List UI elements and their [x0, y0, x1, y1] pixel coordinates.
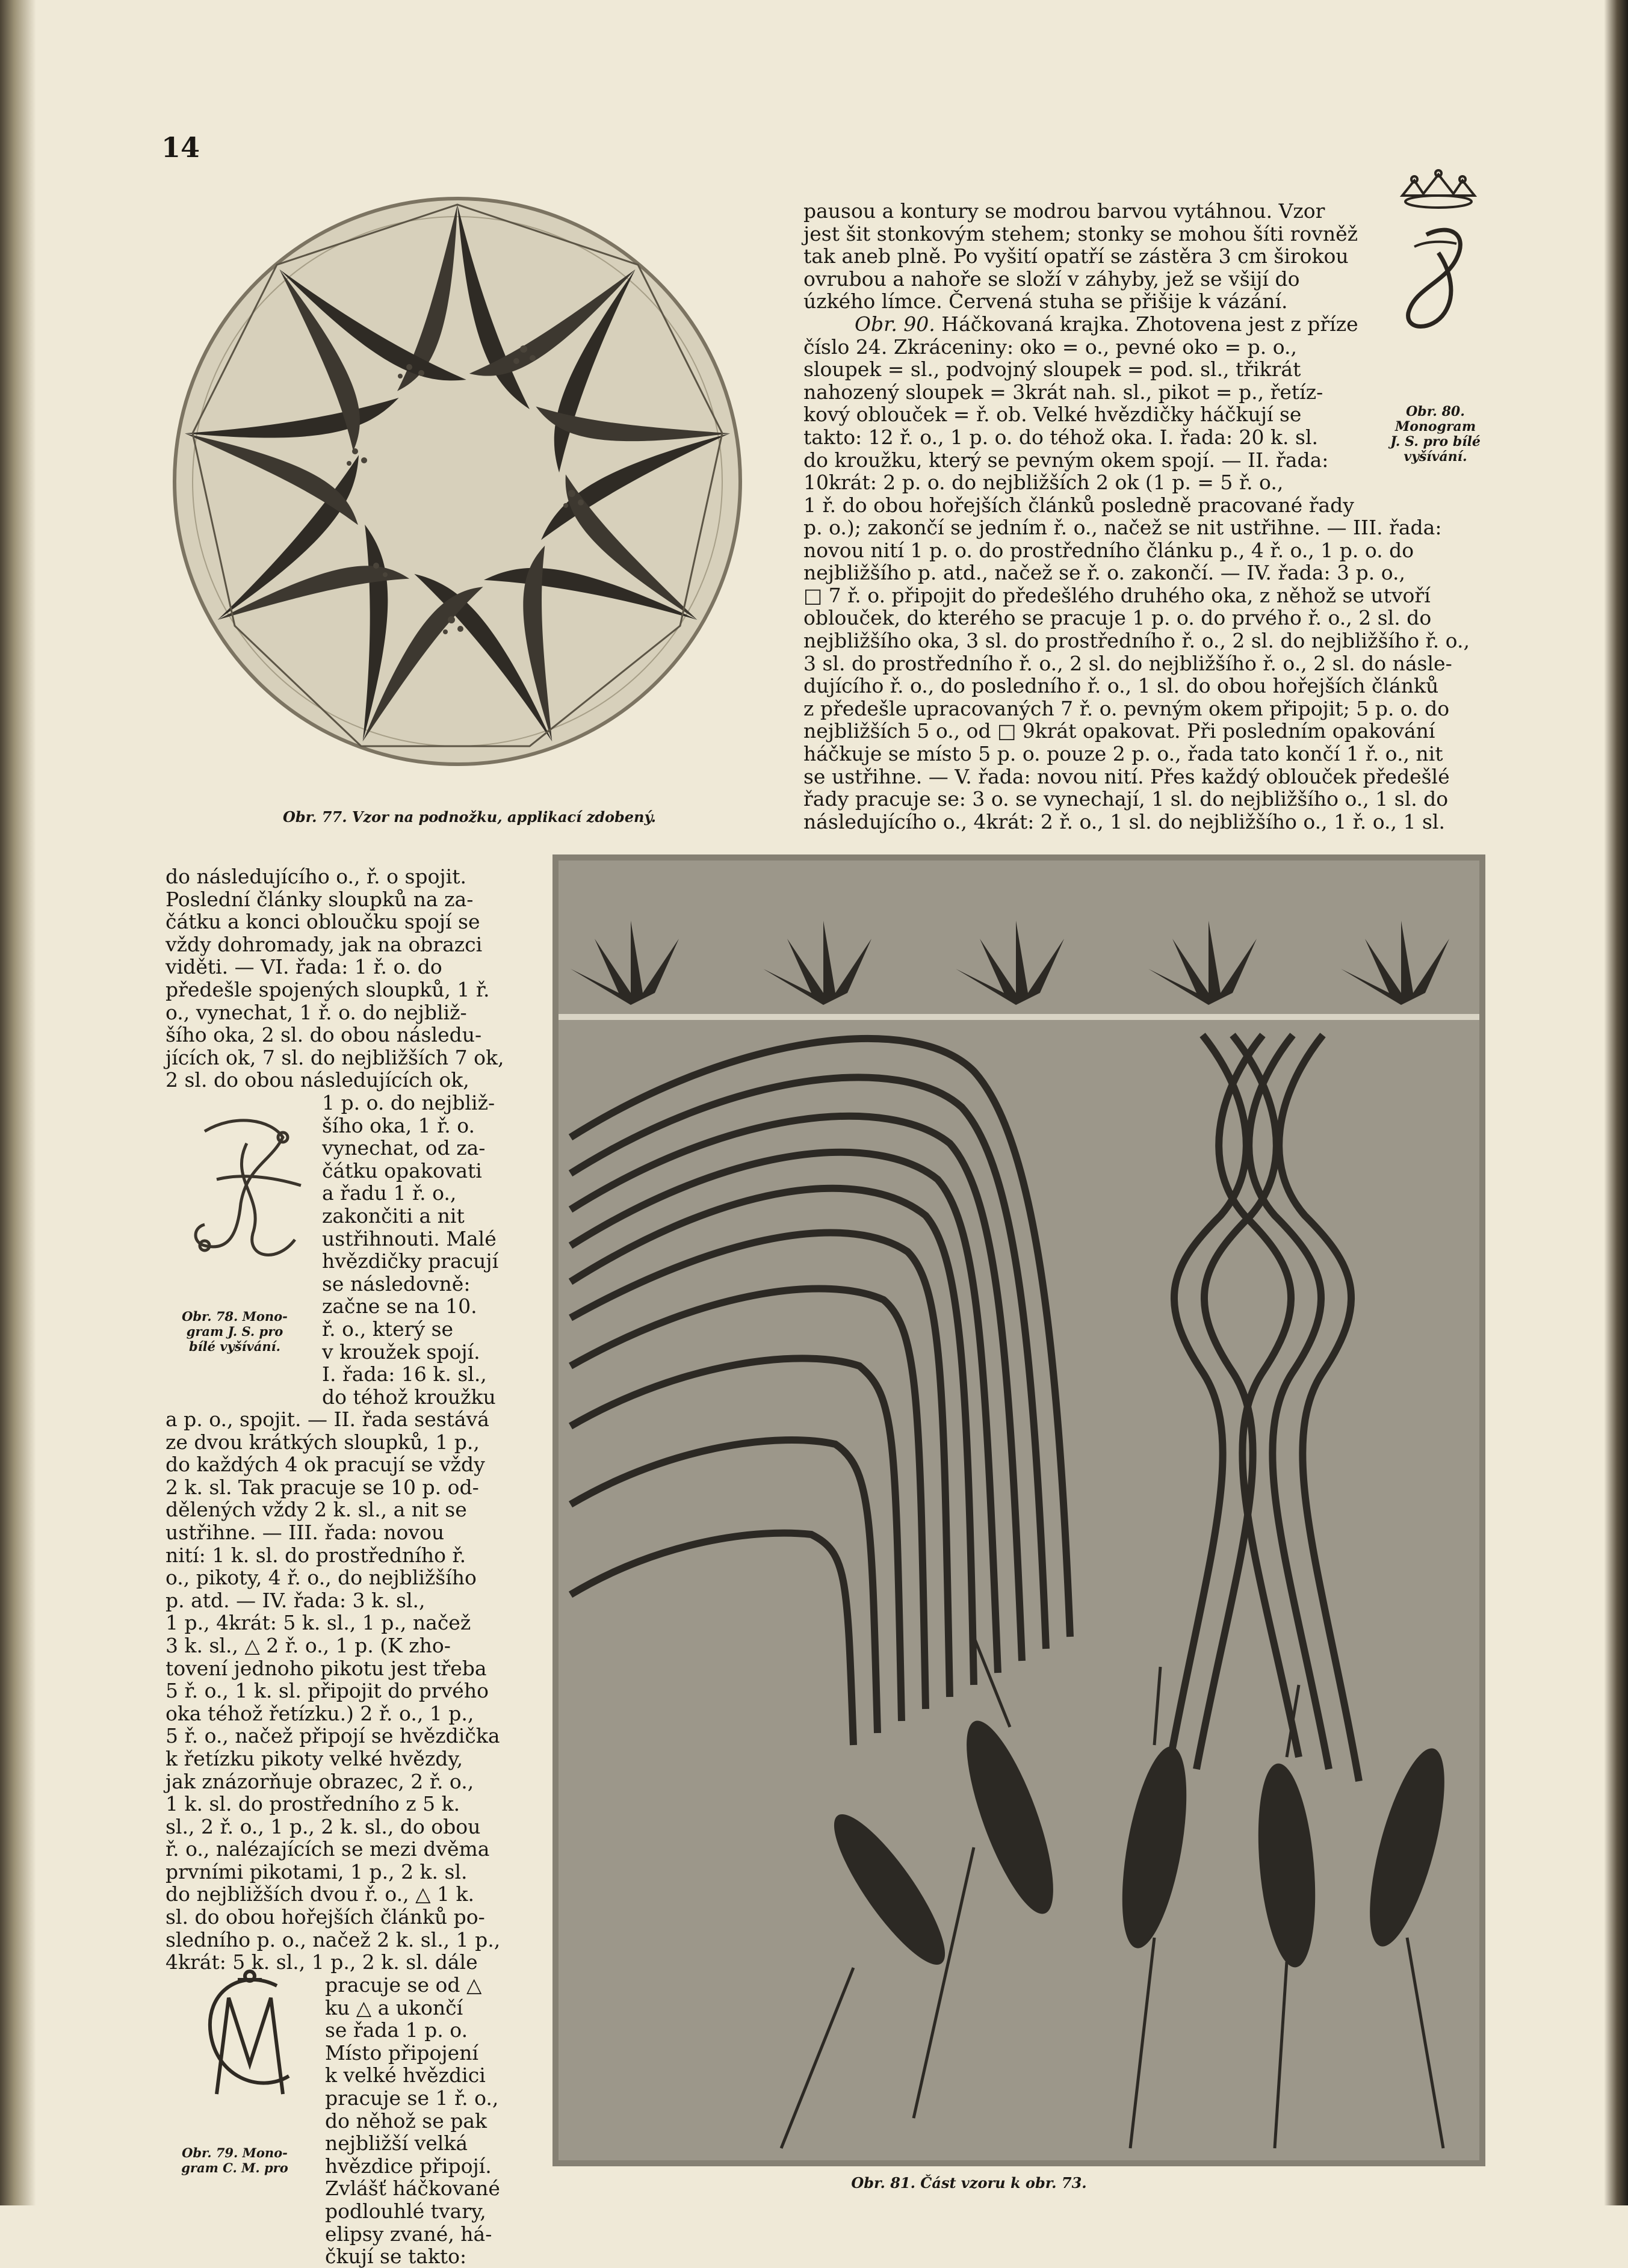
text-column-left-1 — [166, 865, 506, 1092]
text-line: ř. o., nalézajících se mezi dvěma — [166, 1837, 490, 1861]
page-number: 14 — [161, 131, 200, 164]
text-line: do každých 4 ok pracují se vždy — [166, 1453, 485, 1477]
text-line: 10krát: 2 p. o. do nejbližších 2 ok (1 p. = 5 ř. o., — [803, 471, 1284, 495]
caption-line: gram J. S. pro — [186, 1324, 283, 1339]
figure-77-footstool-pattern — [169, 193, 746, 770]
text-line: ustřihne. — III. řada: novou — [166, 1520, 445, 1544]
text-line: se následovně: — [322, 1272, 471, 1296]
text-line: viděti. — VI. řada: 1 ř. o. do — [166, 955, 442, 979]
text-line: úzkého límce. Červená stuha se přišije k vázání. — [803, 289, 1288, 314]
monogram-78-js — [181, 1107, 313, 1288]
monogram-80-js — [1390, 168, 1487, 349]
text-line: do následujícího o., ř. o spojit. — [166, 865, 466, 888]
text-line: šího oka, 2 sl. do obou následu- — [166, 1023, 482, 1047]
text-line: kový oblouček = ř. ob. Velké hvězdičky háčkují se — [803, 403, 1302, 427]
text-line: nejbližších 5 o., od □ 9krát opakovat. Při posledním opakování — [803, 719, 1435, 743]
caption-figure-78 — [162, 1309, 307, 1354]
caption-figure-77: Obr. 77. Vzor na podnožku, applikací zdobený. — [282, 808, 657, 826]
page-edge-right — [1604, 0, 1628, 2205]
text-line: sledního p. o., načež 2 k. sl., 1 p., — [166, 1927, 501, 1951]
text-line: vždy dohromady, jak na obrazci — [166, 932, 483, 956]
text-line: a p. o., spojit. — II. řada sestává — [166, 1407, 489, 1431]
caption-figure-79 — [159, 2145, 310, 2175]
text-column-top-right — [803, 200, 1399, 516]
text-line: novou nití 1 p. o. do prostředního článku p., 4 ř. o., 1 p. o. do — [803, 538, 1414, 562]
text-fragment: Háčkovaná krajka. Zhotovena jest z příze — [941, 312, 1358, 336]
caption-line: Obr. 78. Mono- — [182, 1309, 288, 1324]
text-line: sloupek = sl., podvojný sloupek = pod. sl., třikrát — [803, 357, 1301, 382]
monogram-79-cm — [181, 1962, 319, 2124]
text-line: do něhož se pak — [325, 2109, 487, 2133]
text-line: pausou a kontury se modrou barvou vytáhnou. Vzor — [803, 199, 1325, 223]
text-line: 2 k. sl. Tak pracuje se 10 p. od- — [166, 1475, 479, 1499]
text-column-left-narrow-1 — [322, 1092, 506, 1408]
text-column-left-narrow-2 — [325, 1974, 506, 2268]
text-line: do kroužku, který se pevným okem spojí. — II. řada: — [803, 448, 1329, 472]
caption-line: Obr. 79. Mono- — [182, 2145, 288, 2160]
text-line: takto: 12 ř. o., 1 p. o. do téhož oka. I. řada: 20 k. sl. — [803, 425, 1318, 449]
text-line: k velké hvězdici — [325, 2063, 486, 2087]
caption-figure-81: Obr. 81. Část vzoru k obr. 73. — [851, 2174, 1087, 2192]
text-line: tovení jednoho pikotu jest třeba — [166, 1656, 487, 1680]
text-line: z předešle upracovaných 7 ř. o. pevným okem připojit; 5 p. o. do — [803, 696, 1450, 720]
text-line: pracuje se 1 ř. o., — [325, 2086, 499, 2110]
text-line: se řada 1 p. o. — [325, 2018, 468, 2042]
text-line: řady pracuje se: 3 o. se vynechají, 1 sl. do nejbližšího o., 1 sl. do — [803, 787, 1449, 811]
text-line: I. řada: 16 k. sl., — [322, 1362, 487, 1386]
text-line: zakončiti a nit — [322, 1204, 465, 1228]
text-line: p. atd. — IV. řada: 3 k. sl., — [166, 1588, 426, 1612]
text-line: nahozený sloupek = 3krát nah. sl., pikot = p., řetíz- — [803, 380, 1323, 404]
text-line: oblouček, do kterého se pracuje 1 p. o. do prvého ř. o., 2 sl. do — [803, 606, 1432, 630]
text-line: □ 7 ř. o. připojit do předešlého druhého oka, z něhož se utvoří — [803, 583, 1431, 607]
text-column-top-wide — [803, 516, 1487, 833]
text-line: čkují se takto: — [325, 2245, 467, 2268]
text-line — [803, 313, 1399, 336]
text-line: ze dvou krátkých sloupků, 1 p., — [166, 1430, 480, 1454]
text-line: 5 ř. o., načež připojí se hvězdička — [166, 1724, 500, 1748]
text-line: ř. o., který se — [322, 1317, 454, 1341]
text-line: o., vynechat, 1 ř. o. do nejbliž- — [166, 1000, 467, 1024]
text-line: následujícího o., 4krát: 2 ř. o., 1 sl. do nejbližšího o., 1 ř. o., 1 sl. — [803, 809, 1445, 833]
text-line: 3 sl. do prostředního ř. o., 2 sl. do nejbližšího ř. o., 2 sl. do násle- — [803, 651, 1452, 675]
figure-81-wheat-pattern — [552, 854, 1485, 2166]
text-line: oka téhož řetízku.) 2 ř. o., 1 p., — [166, 1701, 474, 1725]
text-line: háčkuje se místo 5 p. o. pouze 2 p. o., řada tato končí 1 ř. o., nit — [803, 741, 1443, 765]
text-line: jak znázorňuje obrazec, 2 ř. o., — [166, 1769, 474, 1793]
text-line: dujícího ř. o., do posledního ř. o., 1 sl. do obou hořejších článků — [803, 674, 1439, 698]
text-line: v kroužek spojí. — [322, 1339, 480, 1364]
text-line: 5 ř. o., 1 k. sl. připojit do prvého — [166, 1679, 489, 1703]
text-line: prvními pikotami, 1 p., 2 k. sl. — [166, 1859, 468, 1883]
text-line: elipsy zvané, há- — [325, 2222, 492, 2246]
text-line: 1 k. sl. do prostředního z 5 k. — [166, 1792, 460, 1816]
text-line: jest šit stonkovým stehem; stonky se mohou šíti rovněž — [803, 221, 1358, 246]
text-line: 1 ř. do obou hořejších článků posledně pracované řady — [803, 493, 1354, 517]
text-line: nejbližšího p. atd., načež se ř. o. zakončí. — IV. řada: 3 p. o., — [803, 561, 1406, 585]
text-line: nejbližší velká — [325, 2131, 468, 2155]
text-column-left-2 — [166, 1408, 506, 1974]
caption-line: Obr. 80. — [1406, 404, 1465, 419]
text-line: o., pikoty, 4 ř. o., do nejbližšího — [166, 1566, 477, 1590]
caption-line: Monogram — [1394, 419, 1476, 434]
text-line: do téhož kroužku — [322, 1385, 496, 1409]
caption-line: gram C. M. pro — [181, 2160, 288, 2175]
text-line: hvězdice připojí. — [325, 2154, 492, 2178]
text-line: čátku opakovati — [322, 1158, 482, 1182]
text-line: 4krát: 5 k. sl., 1 p., 2 k. sl. dále — [166, 1950, 478, 1974]
text-line: a řadu 1 ř. o., — [322, 1181, 457, 1205]
text-line: 3 k. sl., △ 2 ř. o., 1 p. (K zho- — [166, 1633, 451, 1657]
text-line: nejbližšího oka, 3 sl. do prostředního ř. o., 2 sl. do nejbližšího ř. o., — [803, 628, 1470, 652]
text-line: k řetízku pikoty velké hvězdy, — [166, 1746, 463, 1770]
text-line: vynechat, od za- — [322, 1136, 486, 1160]
text-line: Místo připojení — [325, 2041, 478, 2065]
text-line: ku △ a ukončí — [325, 1995, 463, 2019]
text-line: dělených vždy 2 k. sl., a nit se — [166, 1498, 467, 1522]
text-line: tak aneb plně. Po vyšití opatří se zástěra 3 cm širokou — [803, 244, 1349, 268]
text-line: sl., 2 ř. o., 1 p., 2 k. sl., do obou — [166, 1814, 481, 1838]
text-line: Zvlášť háčkované — [325, 2177, 500, 2201]
text-line: sl. do obou hořejších článků po- — [166, 1905, 485, 1929]
text-line: 1 p. o. do nejbliž- — [322, 1091, 495, 1114]
figure-reference: Obr. 90. — [855, 312, 935, 336]
text-line: hvězdičky pracují — [322, 1249, 499, 1273]
caption-line: vyšívání. — [1404, 449, 1467, 465]
text-line: Poslední články sloupků na za- — [166, 887, 474, 911]
text-line: začne se na 10. — [322, 1294, 477, 1318]
text-line: ovrubou a nahoře se složí v záhyby, jež se všijí do — [803, 267, 1300, 291]
text-line: čátku a konci obloučku spojí se — [166, 910, 480, 934]
caption-figure-80 — [1378, 404, 1493, 465]
text-line: se ustřihne. — V. řada: novou nití. Přes každý oblouček předešlé — [803, 764, 1450, 788]
text-line: jících ok, 7 sl. do nejbližších 7 ok, — [166, 1045, 504, 1069]
text-line: číslo 24. Zkráceniny: oko = o., pevné oko = p. o., — [803, 335, 1297, 359]
caption-line: J. S. pro bílé — [1390, 434, 1481, 450]
text-line: nití: 1 k. sl. do prostředního ř. — [166, 1543, 466, 1567]
text-line: ustřihnouti. Malé — [322, 1226, 497, 1250]
text-line: 1 p., 4krát: 5 k. sl., 1 p., načež — [166, 1611, 471, 1635]
text-line: šího oka, 1 ř. o. — [322, 1113, 475, 1137]
text-line: podlouhlé tvary, — [325, 2199, 486, 2223]
caption-line: bílé vyšívání. — [189, 1339, 280, 1354]
text-line: do nejbližších dvou ř. o., △ 1 k. — [166, 1882, 474, 1906]
text-line: p. o.); zakončí se jedním ř. o., načež se nit ustřihne. — III. řada: — [803, 516, 1442, 539]
page-edge-left — [0, 0, 36, 2205]
text-line: předešle spojených sloupků, 1 ř. — [166, 977, 490, 1001]
text-line: pracuje se od △ — [325, 1973, 482, 1997]
text-line: 2 sl. do obou následujících ok, — [166, 1068, 469, 1092]
